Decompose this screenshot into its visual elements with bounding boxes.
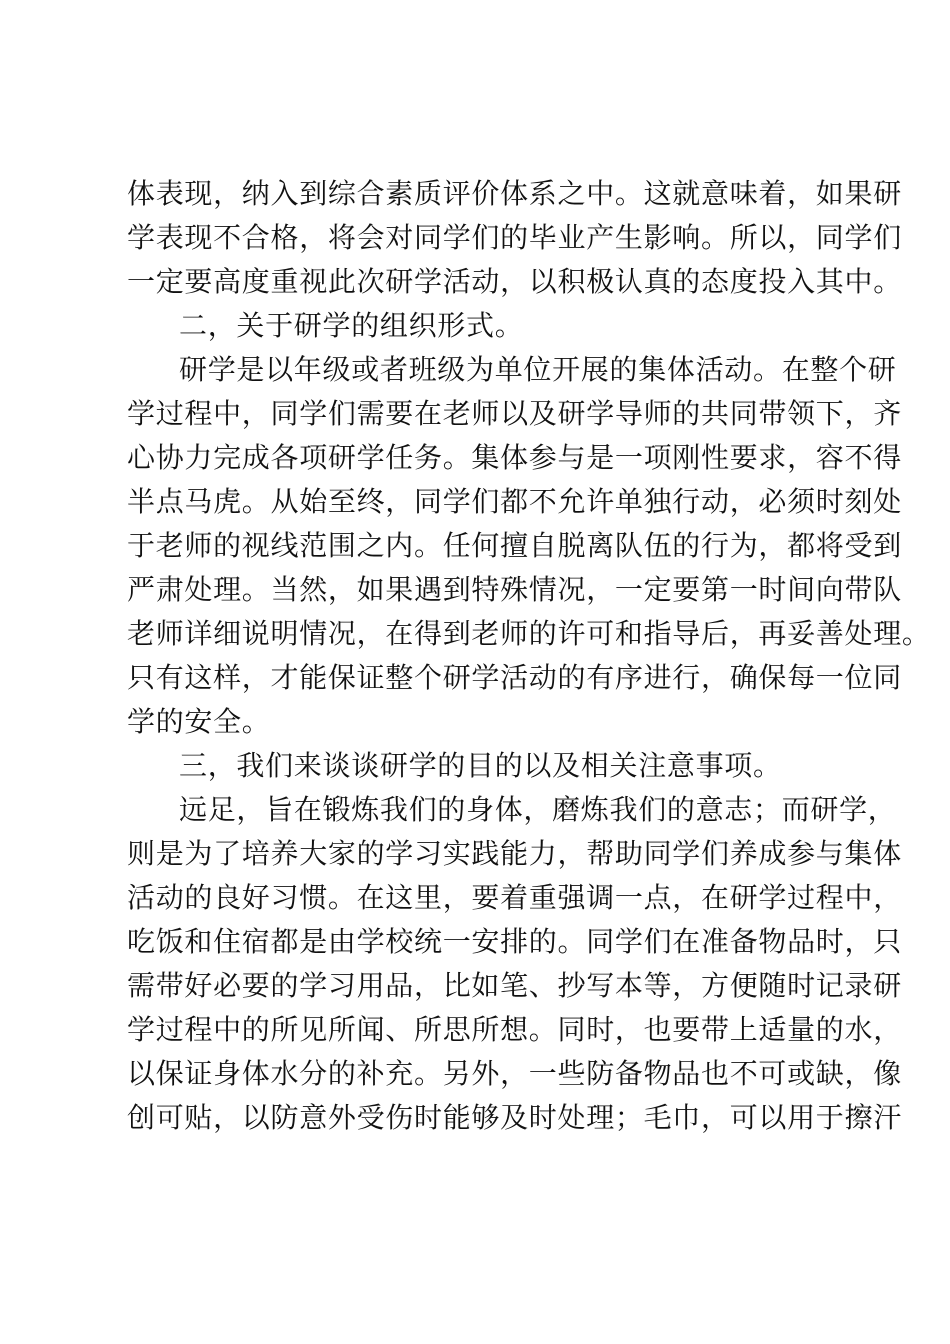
text-line: 学表现不合格，将会对同学们的毕业产生影响。所以，同学们 [127,221,902,254]
text-line: 于老师的视线范围之内。任何擅自脱离队伍的行为，都将受到 [127,529,902,562]
text-line: 活动的良好习惯。在这里，要着重强调一点，在研学过程中， [127,881,902,914]
section-heading: 二，关于研学的组织形式。 [179,309,524,342]
text-line: 远足，旨在锻炼我们的身体，磨炼我们的意志；而研学， [179,793,897,826]
text-line: 研学是以年级或者班级为单位开展的集体活动。在整个研 [179,353,897,386]
document-body [127,172,931,1140]
text-line: 一定要高度重视此次研学活动，以积极认真的态度投入其中。 [127,265,902,298]
text-line: 半点马虎。从始至终，同学们都不允许单独行动，必须时刻处 [127,485,902,518]
text-line: 学的安全。 [127,705,271,738]
section-heading: 三，我们来谈谈研学的目的以及相关注意事项。 [179,749,782,782]
text-line: 创可贴，以防意外受伤时能够及时处理；毛巾，可以用于擦汗 [127,1101,902,1134]
text-line: 学过程中的所见所闻、所思所想。同时，也要带上适量的水， [127,1013,902,1046]
text-line: 需带好必要的学习用品，比如笔、抄写本等，方便随时记录研 [127,969,902,1002]
text-line: 吃饭和住宿都是由学校统一安排的。同学们在准备物品时，只 [127,925,902,958]
text-line: 则是为了培养大家的学习实践能力，帮助同学们养成参与集体 [127,837,902,870]
text-line: 只有这样，才能保证整个研学活动的有序进行，确保每一位同 [127,661,902,694]
text-line: 老师详细说明情况，在得到老师的许可和指导后，再妥善处理。 [127,617,931,650]
text-line: 心协力完成各项研学任务。集体参与是一项刚性要求，容不得 [127,441,902,474]
text-line: 体表现，纳入到综合素质评价体系之中。这就意味着，如果研 [127,177,902,210]
text-line: 学过程中，同学们需要在老师以及研学导师的共同带领下，齐 [127,397,902,430]
text-line: 严肃处理。当然，如果遇到特殊情况，一定要第一时间向带队 [127,573,902,606]
text-line: 以保证身体水分的补充。另外，一些防备物品也不可或缺，像 [127,1057,902,1090]
